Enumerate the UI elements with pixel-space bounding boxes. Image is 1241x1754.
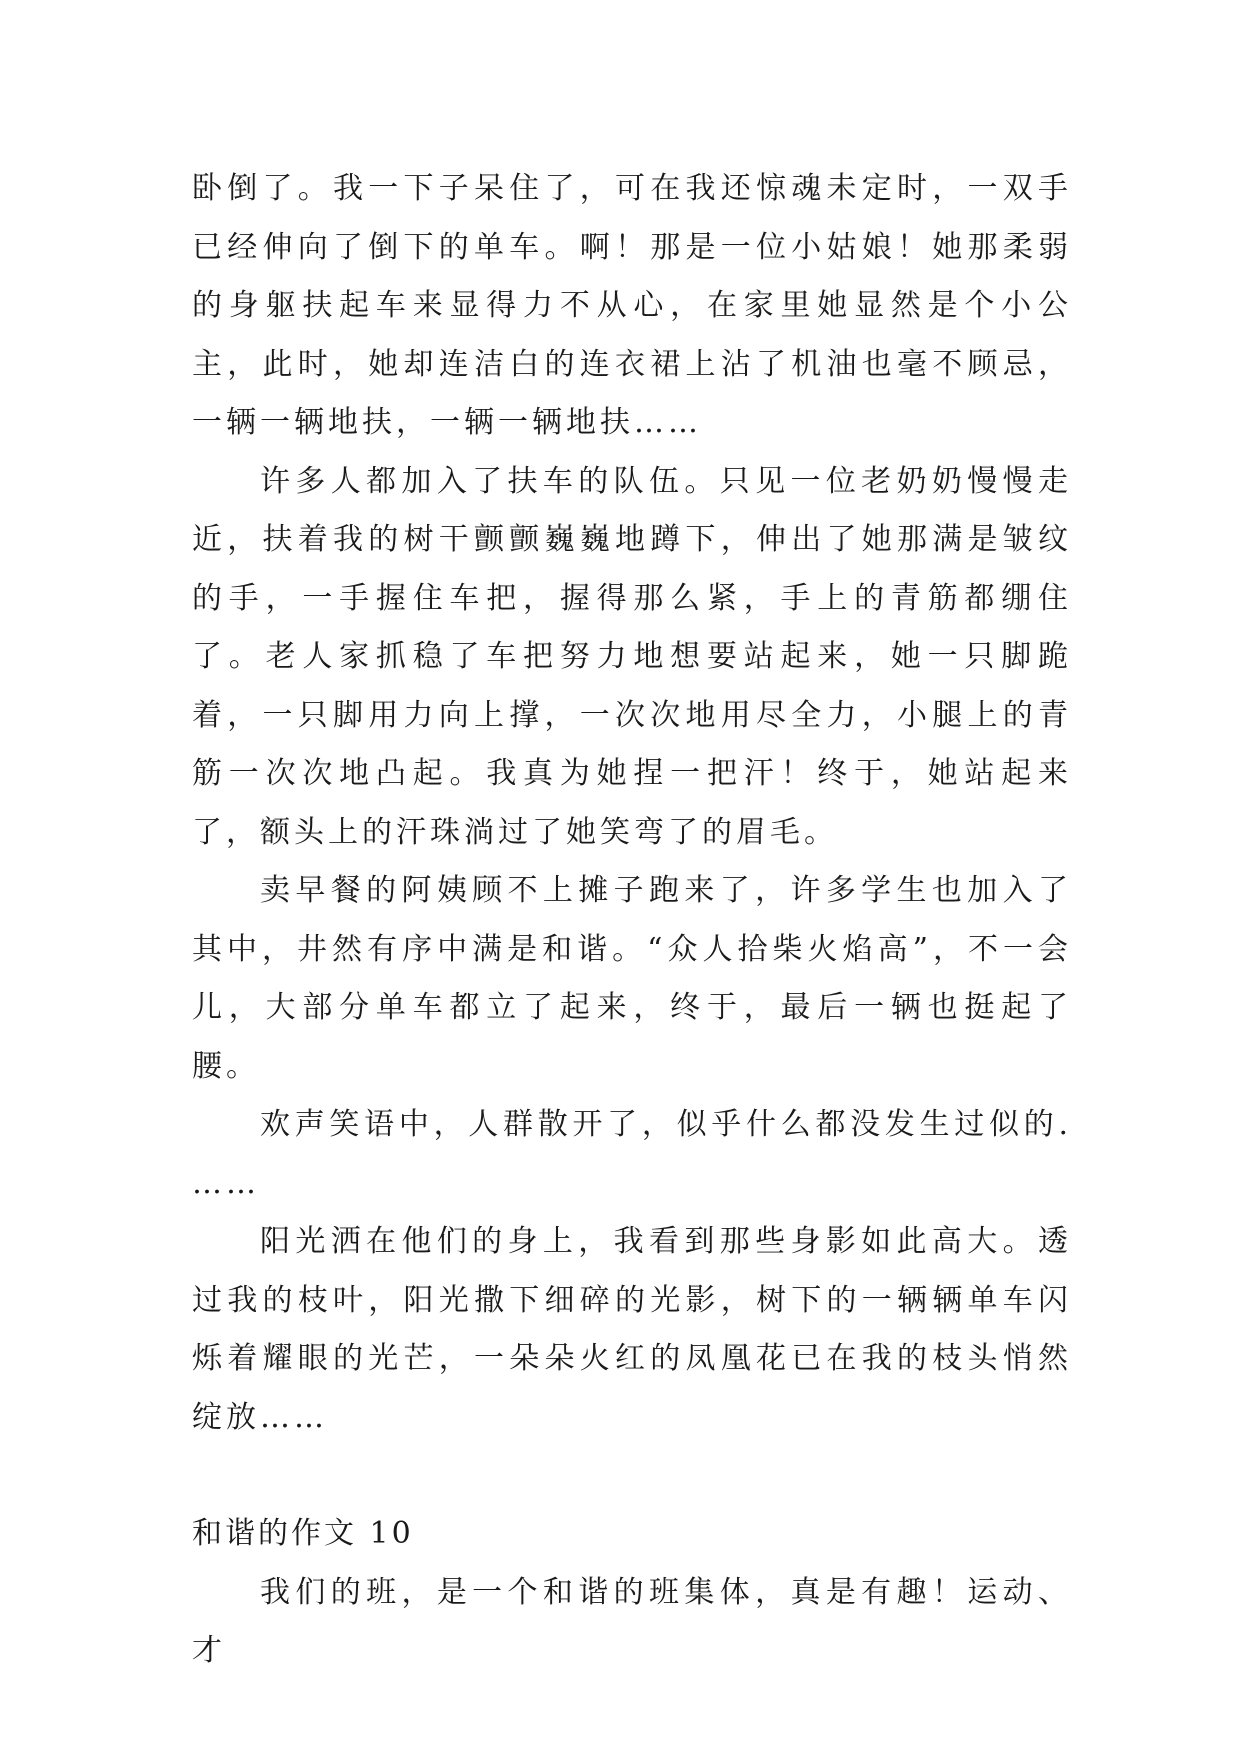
paragraph: 许多人都加入了扶车的队伍。只见一位老奶奶慢慢走近，扶着我的树干颤颤巍巍地蹲下，伸出了她那满是皱纹的手，一手握住车把，握得那么紧，手上的青筋都绷住了。老人家抓稳了车把努力地想要站起来，她一只脚跪着，一只脚用力向上撑，一次次地用尽全力，小腿上的青筋一次次地凸起。我真为她捏一把汗！终于，她站起来了，额头上的汗珠淌过了她笑弯了的眉毛。 — [192, 463, 1072, 850]
section-heading: 和谐的作文 10 — [192, 1516, 414, 1551]
document-body — [192, 160, 1072, 1681]
paragraph: 阳光洒在他们的身上，我看到那些身影如此高大。透过我的枝叶，阳光撒下细碎的光影，树下的一辆辆单车闪烁着耀眼的光芒，一朵朵火红的凤凰花已在我的枝头悄然绽放…… — [192, 1224, 1072, 1435]
paragraph: 欢声笑语中，人群散开了，似乎什么都没发生过似的. …… — [192, 1107, 1072, 1201]
paragraph: 卧倒了。我一下子呆住了，可在我还惊魂未定时，一双手已经伸向了倒下的单车。啊！那是一位小姑娘！她那柔弱的身躯扶起车来显得力不从心，在家里她显然是个小公主，此时，她却连洁白的连衣裙上沾了机油也毫不顾忌，一辆一辆地扶，一辆一辆地扶…… — [192, 171, 1072, 440]
paragraph: 卖早餐的阿姨顾不上摊子跑来了，许多学生也加入了其中，井然有序中满是和谐。“众人拾柴火焰高”，不一会儿，大部分单车都立了起来，终于，最后一辆也挺起了腰。 — [192, 873, 1072, 1084]
paragraph: 我们的班，是一个和谐的班集体，真是有趣！运动、才 — [192, 1574, 1072, 1668]
